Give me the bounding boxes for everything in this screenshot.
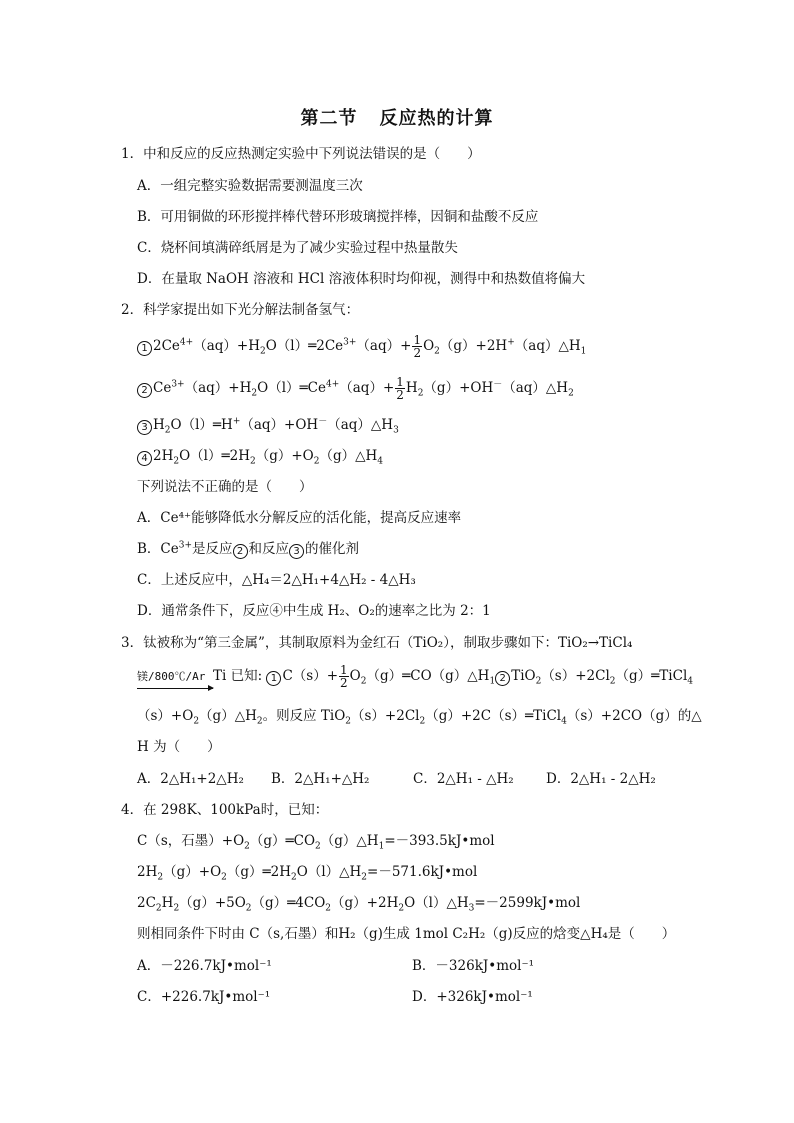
q2-reaction-3: 3 $H_2O(l)═H^+(aq)+OH^-(aq)\triangle H_3$	[137, 415, 399, 435]
q4-ask: 则相同条件下时由 C（s,石墨）和H₂（g)生成 1mol C₂H₂（g)反应的焓变△H₄是（ ）	[137, 926, 676, 942]
question-3-stem: 3．钛被称为“第三金属”，其制取原料为金红石（TiO₂），制取步骤如下：TiO₂→TiCl₄	[121, 635, 633, 651]
q1-option-c: C．烧杯间填满碎纸屑是为了减少实验过程中热量散失	[137, 240, 458, 256]
q4-option-a: A．－226.7kJ•mol⁻¹	[137, 958, 272, 974]
q2-reaction-2: 2 $Ce^{3+}(aq)+H_2O(l)═Ce^{4+}(aq)+$ $\frac{1}{2}$ $H_2(g)+OH^-(aq)\triangle H_2$	[137, 376, 574, 401]
page-title	[0, 104, 794, 130]
question-1-stem: 1．中和反应的反应热测定实验中下列说法错误的是（ ）	[121, 146, 481, 162]
question-4-stem: 4．在 298K、100kPa时，已知：	[121, 802, 329, 818]
q2-option-a: A．Ce⁴⁺能够降低水分解反应的活化能，提高反应速率	[137, 510, 462, 526]
q2-option-b: B．$Ce^{3+}$是反应 2 和反应 3 的催化剂	[137, 540, 360, 557]
question-2-stem: 2．科学家提出如下光分解法制备氢气：	[121, 302, 360, 318]
q4-option-d: D．+326kJ•mol⁻¹	[412, 989, 533, 1005]
q3-option-c: C．2△H₁ - △H₂	[413, 771, 514, 787]
q3-option-d: D．2△H₁ - 2△H₂	[546, 771, 656, 787]
q4-equation-2: $2H_2(g)+O_2(g)═2H_2O(l)\triangle H_2=-571.6kJ•mol$	[137, 864, 478, 883]
q3-given-cont: $(s)+O_2(g)\triangle H_2$。则反应 $TiO_2(s)+2Cl_2(g)+2C(s)═TiCl_4(s)+2CO(g)$的△	[137, 708, 702, 727]
q3-ask: H 为（ ）	[137, 739, 221, 755]
q1-option-b: B．可用铜做的环形搅拌棒代替环形玻璃搅拌棒，因铜和盐酸不反应	[137, 209, 539, 225]
q3-option-b: B．2△H₁+△H₂	[271, 771, 370, 787]
section-number: 第二节	[300, 108, 358, 129]
q4-option-c: C．+226.7kJ•mol⁻¹	[137, 989, 271, 1005]
reaction-arrow: 镁/800℃/Ar	[137, 667, 213, 689]
q2-option-d: D．通常条件下，反应④中生成 H₂、O₂的速率之比为 2：1	[137, 603, 491, 619]
section-title: 反应热的计算	[379, 108, 494, 129]
q3-given: 镁/800℃/Ar Ti 已知: 1 C（s）+ $\frac{1}{2}$ $O_2(g)═CO(g)\triangle H_1$ 2 $TiO_2(s)+2Cl_2(g)═TiCl_4$	[137, 663, 694, 690]
q2-ask: 下列说法不正确的是（ ）	[137, 479, 313, 495]
q4-equation-3: $2C_2H_2(g)+5O_2(g)═4CO_2(g)+2H_2O(l)\triangle H_3=-2599kJ•mol$	[137, 895, 581, 914]
q2-reaction-4: 4 $2H_2O(l)═2H_2(g)+O_2(g)\triangle H_4$	[137, 446, 383, 466]
q2-option-c: C．上述反应中，△H₄＝2△H₁+4△H₂ - 4△H₃	[137, 572, 416, 588]
q3-option-a: A．2△H₁+2△H₂	[137, 771, 244, 787]
q4-option-b: B．－326kJ•mol⁻¹	[412, 958, 535, 974]
q1-option-a: A．一组完整实验数据需要测温度三次	[137, 178, 363, 194]
q2-reaction-1: 1 $2Ce^{4+}(aq)+H_2O(l)═2Ce^{3+}(aq)+$ $\frac{1}{2}$ $O_2(g)+2H^+(aq)\triangle H_1$	[137, 334, 586, 359]
q4-equation-1: C（s，石墨）$+O_2(g)═CO_2(g)\triangle H_1=-393.5kJ•mol$	[137, 833, 495, 852]
q1-option-d: D．在量取 NaOH 溶液和 HCl 溶液体积时均仰视，测得中和热数值将偏大	[137, 271, 586, 287]
